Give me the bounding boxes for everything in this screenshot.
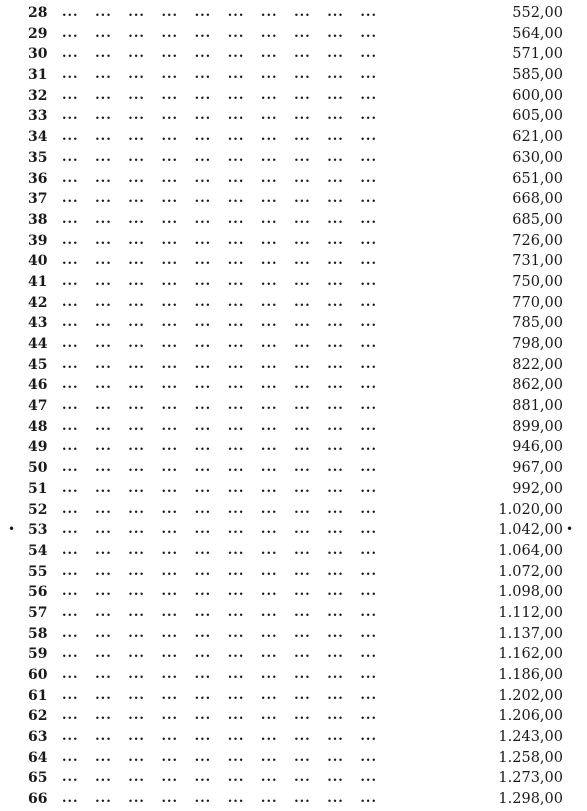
dot-leader: ... ... ... ... ... ... ... ... ... ... bbox=[62, 108, 377, 124]
table-row bbox=[0, 4, 587, 25]
table-row bbox=[0, 335, 587, 356]
row-amount: 770,00 bbox=[512, 294, 563, 311]
table-row bbox=[0, 107, 587, 128]
row-amount: 1.258,00 bbox=[498, 749, 563, 766]
dot-leader: ... ... ... ... ... ... ... ... ... ... bbox=[62, 625, 377, 641]
table-row bbox=[0, 25, 587, 46]
table-row bbox=[0, 45, 587, 66]
dot-leader: ... ... ... ... ... ... ... ... ... ... bbox=[62, 294, 377, 310]
row-amount: 1.206,00 bbox=[498, 708, 563, 725]
dot-leader: ... ... ... ... ... ... ... ... ... ... bbox=[62, 729, 377, 745]
row-number: 39 bbox=[28, 232, 48, 249]
dot-leader: ... ... ... ... ... ... ... ... ... ... bbox=[62, 584, 377, 600]
row-number: 42 bbox=[28, 294, 48, 311]
row-number: 29 bbox=[28, 25, 48, 42]
row-number: 33 bbox=[28, 108, 48, 125]
table-row bbox=[0, 521, 587, 542]
row-number: 38 bbox=[28, 211, 48, 228]
dot-leader: ... ... ... ... ... ... ... ... ... ... bbox=[62, 46, 377, 62]
table-row bbox=[0, 604, 587, 625]
table-row bbox=[0, 583, 587, 604]
row-number: 53 bbox=[28, 522, 48, 539]
row-number: 65 bbox=[28, 770, 48, 787]
margin-mark-right: • bbox=[566, 522, 574, 537]
dot-leader: ... ... ... ... ... ... ... ... ... ... bbox=[62, 791, 377, 807]
row-amount: 899,00 bbox=[512, 418, 563, 435]
table-row bbox=[0, 418, 587, 439]
table-row bbox=[0, 749, 587, 770]
table-row bbox=[0, 232, 587, 253]
row-amount: 552,00 bbox=[512, 5, 563, 21]
table-row bbox=[0, 501, 587, 522]
row-number: 60 bbox=[28, 667, 48, 683]
row-amount: 862,00 bbox=[512, 377, 563, 394]
row-amount: 1.072,00 bbox=[498, 563, 563, 580]
row-amount: 1.064,00 bbox=[498, 542, 563, 559]
margin-mark-left: • bbox=[8, 522, 16, 537]
dot-leader: ... ... ... ... ... ... ... ... ... ... bbox=[62, 749, 377, 765]
dot-leader: ... ... ... ... ... ... ... ... ... ... bbox=[62, 232, 377, 248]
table-row bbox=[0, 645, 587, 666]
dot-leader: ... ... ... ... ... ... ... ... ... ... bbox=[62, 25, 377, 41]
table-row bbox=[0, 790, 587, 811]
row-amount: 685,00 bbox=[512, 211, 563, 228]
table-row bbox=[0, 149, 587, 170]
row-number: 43 bbox=[28, 315, 48, 332]
table-row bbox=[0, 273, 587, 294]
dot-leader: ... ... ... ... ... ... ... ... ... ... bbox=[62, 604, 377, 620]
dot-leader: ... ... ... ... ... ... ... ... ... ... bbox=[62, 480, 377, 496]
dot-leader: ... ... ... ... ... ... ... ... ... ... bbox=[62, 67, 377, 83]
table-row bbox=[0, 728, 587, 749]
dot-leader: ... ... ... ... ... ... ... ... ... ... bbox=[62, 439, 377, 455]
table-row bbox=[0, 459, 587, 480]
row-number: 48 bbox=[28, 418, 48, 435]
dot-leader: ... ... ... ... ... ... ... ... ... ... bbox=[62, 398, 377, 414]
table-row bbox=[0, 769, 587, 790]
row-number: 51 bbox=[28, 480, 48, 497]
row-number: 46 bbox=[28, 377, 48, 394]
row-amount: 1.162,00 bbox=[498, 646, 563, 663]
row-amount: 651,00 bbox=[512, 170, 563, 187]
row-number: 54 bbox=[28, 542, 48, 559]
row-amount: 1.098,00 bbox=[498, 584, 563, 601]
table-row bbox=[0, 87, 587, 108]
row-number: 45 bbox=[28, 356, 48, 373]
dot-leader: ... ... ... ... ... ... ... ... ... ... bbox=[62, 315, 377, 331]
row-number: 49 bbox=[28, 439, 48, 456]
dot-leader: ... ... ... ... ... ... ... ... ... ... bbox=[62, 646, 377, 662]
row-amount: 1.186,00 bbox=[498, 667, 563, 683]
dot-leader: ... ... ... ... ... ... ... ... ... ... bbox=[62, 356, 377, 372]
row-amount: 630,00 bbox=[512, 149, 563, 166]
dot-leader: ... ... ... ... ... ... ... ... ... ... bbox=[62, 377, 377, 393]
dot-leader: ... ... ... ... ... ... ... ... ... ... bbox=[62, 770, 377, 786]
row-amount: 726,00 bbox=[512, 232, 563, 249]
table-row bbox=[0, 170, 587, 191]
row-number: 34 bbox=[28, 129, 48, 146]
row-number: 61 bbox=[28, 687, 48, 704]
dot-leader: ... ... ... ... ... ... ... ... ... ... bbox=[62, 5, 377, 20]
row-amount: 750,00 bbox=[512, 273, 563, 290]
dot-leader: ... ... ... ... ... ... ... ... ... ... bbox=[62, 149, 377, 165]
dot-leader: ... ... ... ... ... ... ... ... ... ... bbox=[62, 211, 377, 227]
row-amount: 668,00 bbox=[512, 191, 563, 208]
dot-leader: ... ... ... ... ... ... ... ... ... ... bbox=[62, 708, 377, 724]
table-row bbox=[0, 542, 587, 563]
table-row bbox=[0, 190, 587, 211]
dot-leader: ... ... ... ... ... ... ... ... ... ... bbox=[62, 460, 377, 476]
row-amount: 967,00 bbox=[512, 460, 563, 477]
row-amount: 600,00 bbox=[512, 87, 563, 104]
row-amount: 1.042,00 bbox=[498, 522, 563, 539]
row-number: 56 bbox=[28, 584, 48, 601]
table-row bbox=[0, 438, 587, 459]
table-row bbox=[0, 252, 587, 273]
row-number: 28 bbox=[28, 5, 48, 21]
table-row bbox=[0, 294, 587, 315]
dot-leader: ... ... ... ... ... ... ... ... ... ... bbox=[62, 563, 377, 579]
row-number: 64 bbox=[28, 749, 48, 766]
row-amount: 1.202,00 bbox=[498, 687, 563, 704]
table-row bbox=[0, 356, 587, 377]
row-amount: 1.273,00 bbox=[498, 770, 563, 787]
row-number: 30 bbox=[28, 46, 48, 63]
row-amount: 605,00 bbox=[512, 108, 563, 125]
row-number: 57 bbox=[28, 604, 48, 621]
row-amount: 621,00 bbox=[512, 129, 563, 146]
table-row bbox=[0, 480, 587, 501]
table-row bbox=[0, 666, 587, 687]
row-amount: 731,00 bbox=[512, 253, 563, 270]
row-number: 37 bbox=[28, 191, 48, 208]
row-amount: 881,00 bbox=[512, 398, 563, 415]
row-number: 47 bbox=[28, 398, 48, 415]
table-row bbox=[0, 707, 587, 728]
row-amount: 1.137,00 bbox=[498, 625, 563, 642]
dot-leader: ... ... ... ... ... ... ... ... ... ... bbox=[62, 418, 377, 434]
table-row bbox=[0, 66, 587, 87]
dot-leader: ... ... ... ... ... ... ... ... ... ... bbox=[62, 253, 377, 269]
row-number: 31 bbox=[28, 67, 48, 84]
row-number: 62 bbox=[28, 708, 48, 725]
row-amount: 946,00 bbox=[512, 439, 563, 456]
row-number: 63 bbox=[28, 729, 48, 746]
row-amount: 1.243,00 bbox=[498, 729, 563, 746]
dot-leader: ... ... ... ... ... ... ... ... ... ... bbox=[62, 522, 377, 538]
table-row bbox=[0, 376, 587, 397]
row-number: 44 bbox=[28, 336, 48, 352]
table-row bbox=[0, 563, 587, 584]
row-number: 41 bbox=[28, 273, 48, 290]
row-amount: 564,00 bbox=[512, 25, 563, 42]
row-amount: 1.112,00 bbox=[498, 604, 563, 621]
dot-leader: ... ... ... ... ... ... ... ... ... ... bbox=[62, 87, 377, 103]
row-amount: 822,00 bbox=[512, 356, 563, 373]
dot-leader: ... ... ... ... ... ... ... ... ... ... bbox=[62, 191, 377, 207]
row-number: 35 bbox=[28, 149, 48, 166]
row-number: 58 bbox=[28, 625, 48, 642]
row-number: 32 bbox=[28, 87, 48, 104]
dot-leader: ... ... ... ... ... ... ... ... ... ... bbox=[62, 542, 377, 558]
row-amount: 785,00 bbox=[512, 315, 563, 332]
row-number: 55 bbox=[28, 563, 48, 580]
table-row bbox=[0, 211, 587, 232]
row-number: 59 bbox=[28, 646, 48, 663]
row-amount: 798,00 bbox=[512, 336, 563, 352]
row-amount: 992,00 bbox=[512, 480, 563, 497]
dot-leader: ... ... ... ... ... ... ... ... ... ... bbox=[62, 336, 377, 351]
row-number: 52 bbox=[28, 501, 48, 518]
price-table bbox=[0, 4, 587, 811]
row-number: 66 bbox=[28, 791, 48, 808]
dot-leader: ... ... ... ... ... ... ... ... ... ... bbox=[62, 129, 377, 145]
dot-leader: ... ... ... ... ... ... ... ... ... ... bbox=[62, 667, 377, 682]
table-row bbox=[0, 397, 587, 418]
table-row bbox=[0, 687, 587, 708]
dot-leader: ... ... ... ... ... ... ... ... ... ... bbox=[62, 501, 377, 517]
row-number: 40 bbox=[28, 253, 48, 270]
row-number: 36 bbox=[28, 170, 48, 187]
dot-leader: ... ... ... ... ... ... ... ... ... ... bbox=[62, 273, 377, 289]
row-amount: 585,00 bbox=[512, 67, 563, 84]
table-row bbox=[0, 128, 587, 149]
row-amount: 571,00 bbox=[512, 46, 563, 63]
table-row bbox=[0, 314, 587, 335]
row-number: 50 bbox=[28, 460, 48, 477]
row-amount: 1.298,00 bbox=[498, 791, 563, 808]
table-row bbox=[0, 625, 587, 646]
dot-leader: ... ... ... ... ... ... ... ... ... ... bbox=[62, 687, 377, 703]
row-amount: 1.020,00 bbox=[498, 501, 563, 518]
dot-leader: ... ... ... ... ... ... ... ... ... ... bbox=[62, 170, 377, 186]
